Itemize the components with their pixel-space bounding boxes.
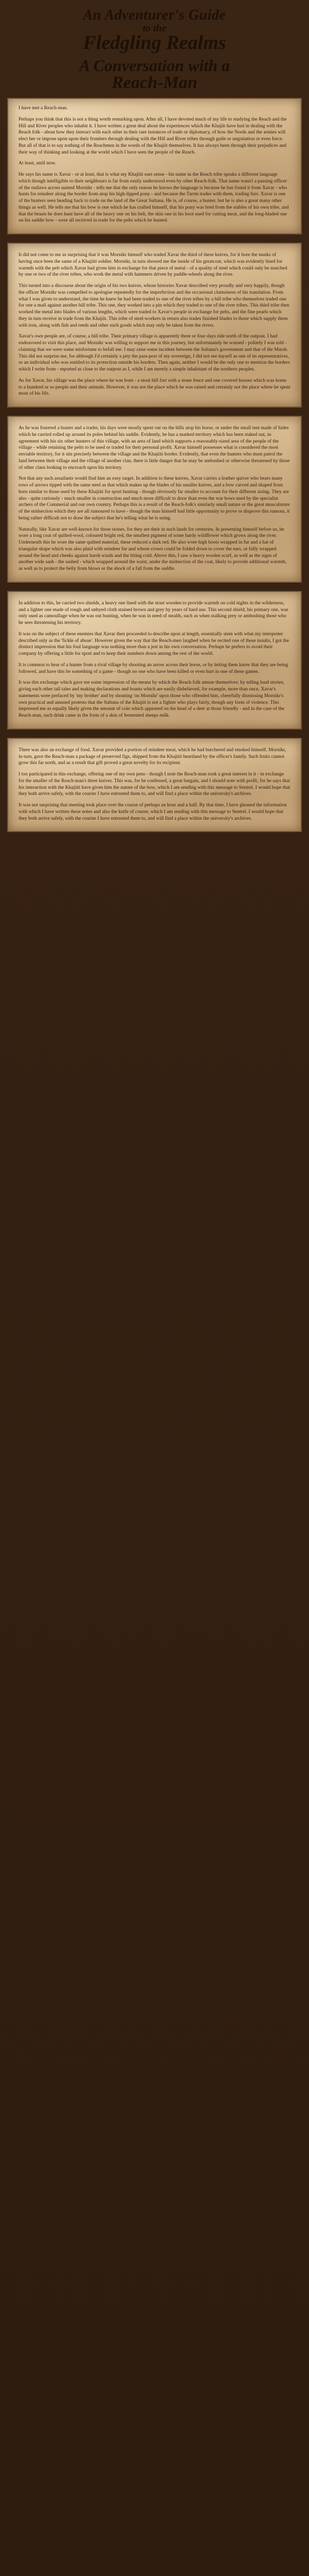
paragraph: As for Xavar, his village was the place where he was born - a stout hill fort with a stone fence and one covered houses which was home to a hundred or so people and their animals. However, it was not the place which he was raised and certainly not the place where he spent most of his life. [19, 377, 290, 397]
paragraph: It is common to hear of a hunter from a rival village by shooting an arrow across their horse, or by letting them know that they are being followed, and have this be something of a game - though no one who have been killed or even hurt in one of these games. [19, 662, 288, 674]
paragraph: In addition to this, he carried two shields, a heavy one lined with the stout wooden to provide warmth on cold nights in the wilderness, and a lighter one made of rough and unbyed cloth stained brown and grey by years of hard use. This second shield, his primary one, was only used as camouflage when he was out hunting, when he was in need of stealth, such as when stalking prey or ambushing those who he sees threatening his territory. [19, 600, 288, 625]
title-line-3: Fledgling Realms [83, 32, 226, 54]
paragraph: Perhaps you think that this is not a thing worth remarking upon. After all, I have devoted much of my life to studying the Reach and the Hill and River peoples who inhabit it. I have written a great deal about the experiences which the Khajiit have had in dealing with the Reach folk - about how they interact with each other in their rare instances of trade or diplomacy, of how the Nords and the armies will elect her or impose upon upon their frontiers through dealing with the Hill and River tribes through guile or negotiation or even force. But all of that is to say nothing of the Reachmen in the words of the Khajiit themselves. It has always been through their prejudices and their way of thinking and looking at the world which I have seen the people of the Reach. [19, 116, 287, 155]
parchment-section-4 [7, 591, 302, 730]
subtitle-line-2: Reach-Man [111, 73, 198, 92]
paragraph: It did not come to me as surprising that it was Mornikr himself who traded Xavar the third of these knives, for it bore the marks of having once been the same of a Khajiiti soldier. Mornikr, in turn showed me the inside of his greatcoat, which was evidently lined for warmth with the pelt which Xavar had given him in exchange for that piece of metal - of a quality of steel which could only be matched by one or two of the river tribes, who work the metal with hammers driven by paddle-wheels along the river. [19, 252, 287, 278]
paragraph: Not that any such assailants would find him an easy target. In addition to these knives, Xavar carries a leather quiver who bears many rows of arrows tipped with the same steel as that which makes up the blades of his smaller knives, and a bow carved and shaped from horn similar to those used by these Khajiiti for sport hunting - though obviously far smaller to account for their different sizing. They are also - quite curiously - much smaller in construction and much more difficult to draw than even the war bows used by the specialist archers of the Commerial and our own country. Perhaps this is a result of the Reach-folk's similarly small nature or the great musculature of the midsection which they are all rumoured to have - though the man himself had little opportunity to prove or disprove this rumour, it being rather difficult not to draw the subject that he's telling what he is using. [19, 476, 290, 521]
paragraph: This turned into a discourse about the origin of his two knives, whose histories Xavar described very proudly and very happily, though the officer Mornikr was compelled to apologise repeatedly for the imperfection and the occasional clumsiness of his translation. From what I was given to understand, the time he knew he had been traded to one of the river tribes by a hill tribe who themselves traded one for one a mail against another hill tribe. This one, they worked into a pin which they traded to one of the river tribes. This third tribe then worked the metal into blades of various lengths, which were traded to Xavar's people in exchange for pelts, and the fine pearls which they in turn receive in trade from the Khajiit. This tribe of steel-workers in return also trades finished blades to those which supply them with iron, along with fish and reeds and other such goods which may only be taken from the rivers. [19, 283, 289, 328]
paragraph: He says his name is Xavar - or at least, that is what my Khajiiti ears sense - his name in the Reach tribe speaks a different language which though intelligible to their neighbours is far from easily understood even by other Reach-folk. That name wasn't a passing officer of the outlaws across named Mornikr - tells me that the only reason he knows the language is because he has found it from Xavar - who hunts for reindeer along the border from atop his high-lipped pony - and because the Tarrm trades with them, trading furs. Xavar is one of the hunters seen heading back to trade on the land of the Great Sultana. He is, of course, a hunter, but he is also a great many other things as well. He tells me that his bow is one which he has crafted himself, that his pony was bred from the stables of his own tribe, and that the beasts he does hunt have all of the heavy one on his belt, the skin one in his boot used for cutting meat, and the long-bladed one on his saddle bow - were all received in trade for the pelts which he hunted. [19, 172, 289, 224]
paragraph: At least, until now. [19, 160, 56, 166]
parchment-section-3 [7, 416, 302, 583]
paragraph: I too participated in this exchange, offering one of my own pens - though I note the Reach-man took a great interest in it - in exchange for the smaller of the Reach-man's three knives. This was, for he confessed, a great bargain, and I should note with profit, for he says that his interaction with the Khajiiti have given him the nature of the bow, which I am sending with this message to Sentrel. I would hope that they both arrive safely, with the courier I have entrusted them to, and will find a place within the university's archives. [19, 771, 290, 797]
paragraph: Xavar's own people are, of course, a hill tribe. Their primary village is apparently three or four days ride north of the outpost. I had endeavored to visit this place, and Mornikr was willing to support me in this journey, but unfortunately he warned - politely I was told - claiming that we were some misfortune to befall me. I may raise some incident between the Sultana's government and that of the Marsh. This did not surprise me, for although I'd certainly a pity the pass-port of my sovereign, I did not see myself as one of its representatives, or an individual who was entitled to its protection outside his borders. Then again, neither I would be the only one to mention the borders which I write from - reported as close to the outpost as I, while I am merely a simple inhabitant of the northern peoples. [19, 333, 290, 372]
parchment-section-2 [7, 243, 302, 408]
title-line-1: An Adventurer's Guide [83, 7, 226, 23]
paragraph: It was this exchange which gave me some impression of the means by which the Reach folk amuse themselves: by telling loud stories, giving each other tall tales and making declarations and boasts which are easily disbelieved, for example, more than once, Xavar's statements were prefaced by 'my brother' and by shouting 'on Mornikr' upon those who offended him, cheerfully dismissing Mornikr's own practical and amused protests that the Sultana of the Khajiit is not a fighter who plays fairly, though any form of violence. This impressed me as equally likely given the amount of coin which appeared on the head of a deer at those friendly - and in the case of the Reach-man, such drink came in the form of a skin of fermented sheeps milk. [19, 680, 285, 718]
paragraph: Naturally, like Xavar are well-known for those stones, for they are their in such lands for centuries. In presenting himself before us, he wore a long coat of quilted-wool, coloured bright red, the smallest pigment of some hardy wildflower which grows along the river. Underneath this he wore the same quilted material, these reduced a dark red. He also wore high boots wrapped in fur and a hat of triangular shape which was also plaid with reindeer fur and whose crown could be folded down to cover the ears, or fully wrapped around the head and cheeks against harsh winds and the biting cold. Above this, I saw a heavy woolen scarf, as well as the signs of another wide sash - the sashed - which wrapped around the waist, under the midsection of the coat, likely to provide additional warmth, as well as to protect the belly from blows or the shock of a fall from the saddle. [19, 526, 287, 571]
paragraph: It was not surprising that meeting took place over the course of perhaps an hour and a half. By that time, I have gleaned the information with which I have written these notes and also the knife of course, which I am sending with this message to Sentrel. I would hope that they both arrive safely, with the courier I have entrusted them to, and will find a place within the university's archives. [19, 802, 287, 821]
parchment-section-5 [7, 738, 302, 833]
paragraph: As he was fostered a hunter and a trader, his days were mostly spent out on the hills atop his horse, or under the small tent made of hides which he carried rolled up around its poles behind his saddle. Evidently, he has a marked territory which has been staked out, in agreement with his six other hunters of this village, with an area of land which supports a reasonably-sized area of the people of the village - while retaining the pelts to be used or traded for their personal profit. Xavar himself possesses what is considered the most enviable territory, for it sits precisely between the village and the Khajiiti border. Evidently, that even the hunters who must patrol the land between their village and the village of another clan, there is little danger that he may be ambushed or otherwise threatened by those of other clans looking to encroach upon his territory. [19, 425, 290, 470]
paragraph: It was on the subject of these enemies that Xavar then proceeded to describe upon at length, essentially stem with what my interpreter described only as the 'fickle of abuse'. However given the way that the Reach-men laughed when he recited one of these insults, I got the distinct impression that his foul language was nothing more than a jest in his own conversation. Perhaps he prefers to avoid their company by offering a little for sport and to keep their numbers down among the rest of the world. [19, 631, 289, 656]
paragraph: I have met a Reach-man. [19, 105, 68, 111]
title-line-2: to the [142, 23, 167, 34]
paragraph: There was also an exchange of food. Xavar provided a portion of reindeer meat, which he had butchered and smoked himself. Mornikr, in turn, gave the Reach-man a package of preserved figs, shipped from the Khajiiti heartland by the officer's family. Such fruits cannot grow this far north, and as a result that gift proved a great novelty for its recipient. [19, 747, 286, 766]
subtitle-line-1: A Conversation with a [79, 56, 230, 75]
title-block [7, 7, 302, 93]
parchment-section-1 [7, 98, 302, 234]
